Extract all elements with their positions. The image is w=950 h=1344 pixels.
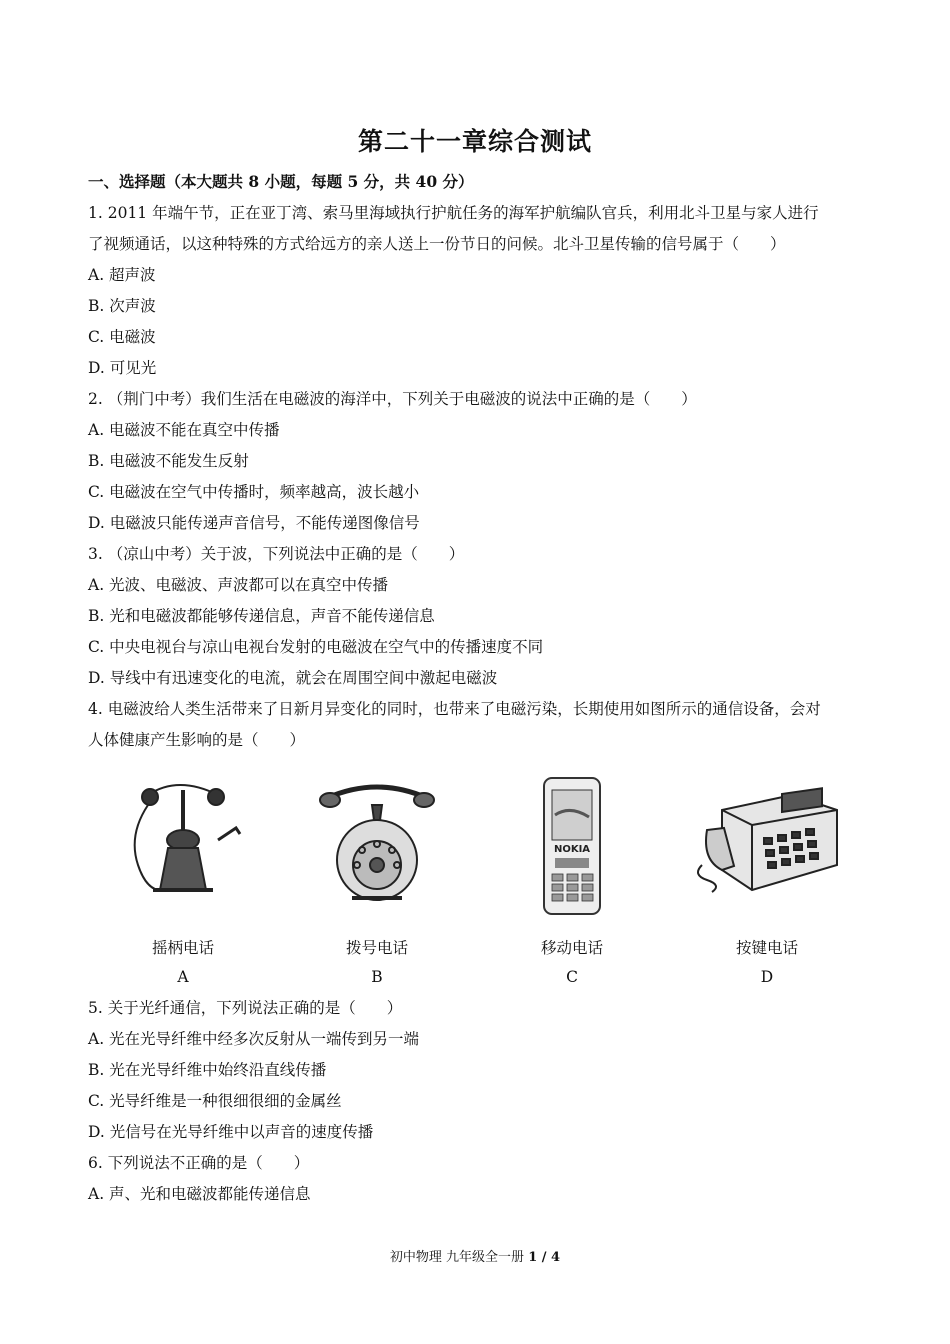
crank-telephone-icon	[98, 770, 268, 910]
mobile-phone-brand: NOKIA	[553, 844, 591, 855]
question-2-option-a: A. 电磁波不能在真空中传播	[88, 421, 280, 439]
question-2-option-d: D. 电磁波只能传递声音信号，不能传递图像信号	[88, 514, 420, 532]
question-5-option-c: C. 光导纤维是一种很细很细的金属丝	[88, 1092, 342, 1110]
question-6-stem: 6. 下列说法不正确的是（ ）	[88, 1154, 310, 1172]
question-4-stem-line2: 人体健康产生影响的是（ ）	[88, 731, 306, 749]
page-title: 第二十一章综合测试	[357, 127, 592, 156]
figure-caption-a: 摇柄电话	[151, 939, 214, 957]
question-3-option-d: D. 导线中有迅速变化的电流，就会在周围空间中激起电磁波	[88, 669, 498, 687]
question-6-option-a: A. 声、光和电磁波都能传递信息	[88, 1185, 311, 1203]
question-5-stem: 5. 关于光纤通信，下列说法正确的是（ ）	[88, 999, 403, 1017]
question-1-option-c: C. 电磁波	[88, 328, 156, 346]
question-3-option-c: C. 中央电视台与凉山电视台发射的电磁波在空气中的传播速度不同	[88, 638, 544, 656]
page-footer	[0, 1246, 950, 1265]
figure-caption-b: 拨号电话	[345, 939, 408, 957]
question-5-option-a: A. 光在光导纤维中经多次反射从一端传到另一端	[88, 1030, 420, 1048]
question-1-stem-line2: 了视频通话，以这种特殊的方式给远方的亲人送上一份节日的问候。北斗卫星传输的信号属于（ ）	[88, 235, 786, 253]
figure-letter-c: C	[566, 968, 578, 986]
question-4-figure	[88, 770, 864, 990]
page-number: 1 / 4	[528, 1250, 561, 1265]
question-2-stem: 2. （荆门中考）我们生活在电磁波的海洋中，下列关于电磁波的说法中正确的是（ ）	[88, 390, 697, 408]
figure-letter-d: D	[760, 968, 774, 986]
question-1-option-a: A. 超声波	[88, 266, 156, 284]
question-2-option-b: B. 电磁波不能发生反射	[88, 452, 249, 470]
question-1-option-d: D. 可见光	[88, 359, 157, 377]
question-1-option-b: B. 次声波	[88, 297, 156, 315]
question-2-option-c: C. 电磁波在空气中传播时，频率越高，波长越小	[88, 483, 420, 501]
mobile-phone-icon	[487, 770, 657, 920]
question-3-option-b: B. 光和电磁波都能够传递信息，声音不能传递信息	[88, 607, 435, 625]
figure-letter-a: A	[177, 968, 189, 986]
question-3-stem: 3. （凉山中考）关于波，下列说法中正确的是（ ）	[88, 545, 465, 563]
question-1-stem-line1: 1. 2011 年端午节，正在亚丁湾、索马里海域执行护航任务的海军护航编队官兵，利用北斗卫星与家人进行	[88, 204, 819, 222]
footer-text: 初中物理 九年级全一册	[389, 1250, 529, 1265]
figure-caption-d: 按键电话	[735, 939, 798, 957]
figure-letter-b: B	[371, 968, 383, 986]
figure-caption-c: 移动电话	[540, 939, 603, 957]
question-5-option-d: D. 光信号在光导纤维中以声音的速度传播	[88, 1123, 374, 1141]
push-button-telephone-icon	[682, 770, 852, 910]
section-header: 一、选择题（本大题共 8 小题，每题 5 分，共 40 分）	[88, 172, 474, 191]
question-3-option-a: A. 光波、电磁波、声波都可以在真空中传播	[88, 576, 389, 594]
question-5-option-b: B. 光在光导纤维中始终沿直线传播	[88, 1061, 327, 1079]
rotary-telephone-icon	[292, 770, 462, 910]
question-4-stem-line1: 4. 电磁波给人类生活带来了日新月异变化的同时，也带来了电磁污染，长期使用如图所示的通信设备，会对	[88, 700, 821, 718]
